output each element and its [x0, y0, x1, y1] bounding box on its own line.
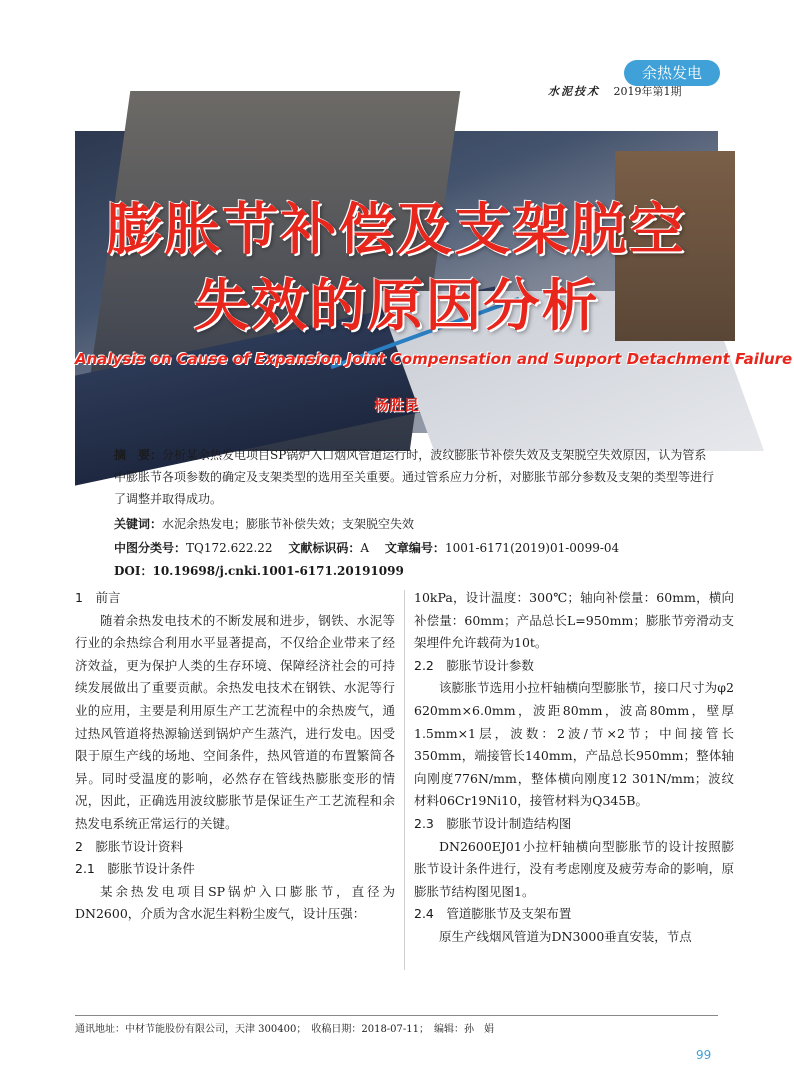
section-heading-2: 2 膨胀节设计资料	[75, 838, 183, 854]
footnote: 通讯地址：中材节能股份有限公司，天津 300400； 收稿日期：2018-07-11； 编辑：孙 娟	[75, 1024, 495, 1035]
abstract-label: 摘 要：	[114, 448, 163, 462]
column-divider	[404, 590, 405, 970]
paragraph: 10kPa，设计温度：300℃；轴向补偿量：60mm，横向补偿量：60mm；产品总长L=950mm；膨胀节旁滑动支架埋件允许载荷为10t。	[414, 590, 734, 651]
article-no-label: 文章编号：	[384, 541, 445, 555]
article-title-english: Analysis on Cause of Expansion Joint Compensation and Support Detachment Failure	[75, 350, 793, 368]
abstract	[114, 444, 714, 510]
paragraph: 某余热发电项目SP锅炉入口膨胀节，直径为DN2600，介质为含水泥生料粉尘废气，设计压强：	[75, 883, 395, 922]
paragraph: 随着余热发电技术的不断发展和进步，钢铁、水泥等行业的余热综合利用水平显著提高，不仅给企业带来了经济效益，更为保护人类的生存环境、保障经济社会的可持续发展做出了重要贡献。余热发电技术在钢铁、水泥等行业的应用，主要是利用原生产工艺流程中的余热废气，通过热风管道将热源输送到锅炉产生蒸汽，进行发电。因受限于原生产线的场地、空间条件，热风管道的布置繁简各异。同时受温度的影响，必然存在管线热膨胀变形的情况，因此，正确选用波纹膨胀节是保证生产工艺流程和余热发电系统正常运行的关键。	[75, 612, 395, 831]
keywords	[114, 513, 714, 535]
issue-label: 2019年第1期	[613, 85, 682, 98]
paragraph: 原生产线烟风管道为DN3000垂直安装，节点	[439, 928, 692, 944]
section-heading-1: 1 前言	[75, 590, 121, 605]
keywords-text: 水泥余热发电；膨胀节补偿失效；支架脱空失效	[162, 517, 415, 531]
subsection-heading-2-1: 2.1 膨胀节设计条件	[75, 861, 195, 877]
abstract-text: 分析某余热发电项目SP锅炉入口烟风管道运行时，波纹膨胀节补偿失效及支架脱空失效原因，认为管系中膨胀节各项参数的确定及支架类型的选用至关重要。通过管系应力分析，对膨胀节部分参数及支架的类型等进行了调整并取得成功。	[114, 448, 715, 506]
article-title-line2: 失效的原因分析	[193, 274, 600, 339]
article-no-value: 1001-6171(2019)01-0099-04	[444, 541, 620, 555]
doc-code-value: A	[360, 541, 370, 555]
doi: DOI：10.19698/j.cnki.1001-6171.20191099	[114, 564, 404, 578]
footnote-rule	[75, 1015, 718, 1016]
doc-code-label: 文献标识码：	[288, 541, 361, 555]
section-tag: 余热发电	[624, 60, 720, 86]
keywords-label: 关键词：	[114, 517, 163, 531]
subsection-heading-2-2: 2.2 膨胀节设计参数	[414, 657, 534, 673]
classification-line	[114, 537, 714, 559]
article-author: 杨胜昆	[373, 396, 419, 414]
right-column	[414, 587, 734, 949]
subsection-heading-2-3: 2.3 膨胀节设计制造结构图	[414, 815, 572, 831]
article-title-line1: 膨胀节补偿及支架脱空	[106, 198, 687, 263]
page-number: 99	[696, 1048, 712, 1062]
cls-label: 中图分类号：	[114, 541, 187, 555]
paragraph: 该膨胀节选用小拉杆轴横向型膨胀节，接口尺寸为φ2 620mm×6.0mm，波距80mm，波高80mm，壁厚1.5mm×1层，波数：2波/节×2节；中间接管长350mm，端接管长140mm，产品总长950mm；整体轴向刚度776N/mm，整体横向刚度12 301N/mm；波纹材料06Cr19Ni10，接管材料为Q345B。	[414, 680, 734, 809]
journal-header	[548, 83, 682, 99]
hero-banner	[75, 131, 793, 433]
cls-value: TQ172.622.22	[186, 541, 273, 555]
left-column	[75, 587, 395, 926]
paragraph: DN2600EJ01小拉杆轴横向型膨胀节的设计按照膨胀节设计条件进行，没有考虑刚度及疲劳寿命的影响，原膨胀节结构图见图1。	[414, 838, 734, 899]
journal-name: 水泥技术	[548, 85, 600, 98]
subsection-heading-2-4: 2.4 管道膨胀节及支架布置	[414, 906, 572, 922]
